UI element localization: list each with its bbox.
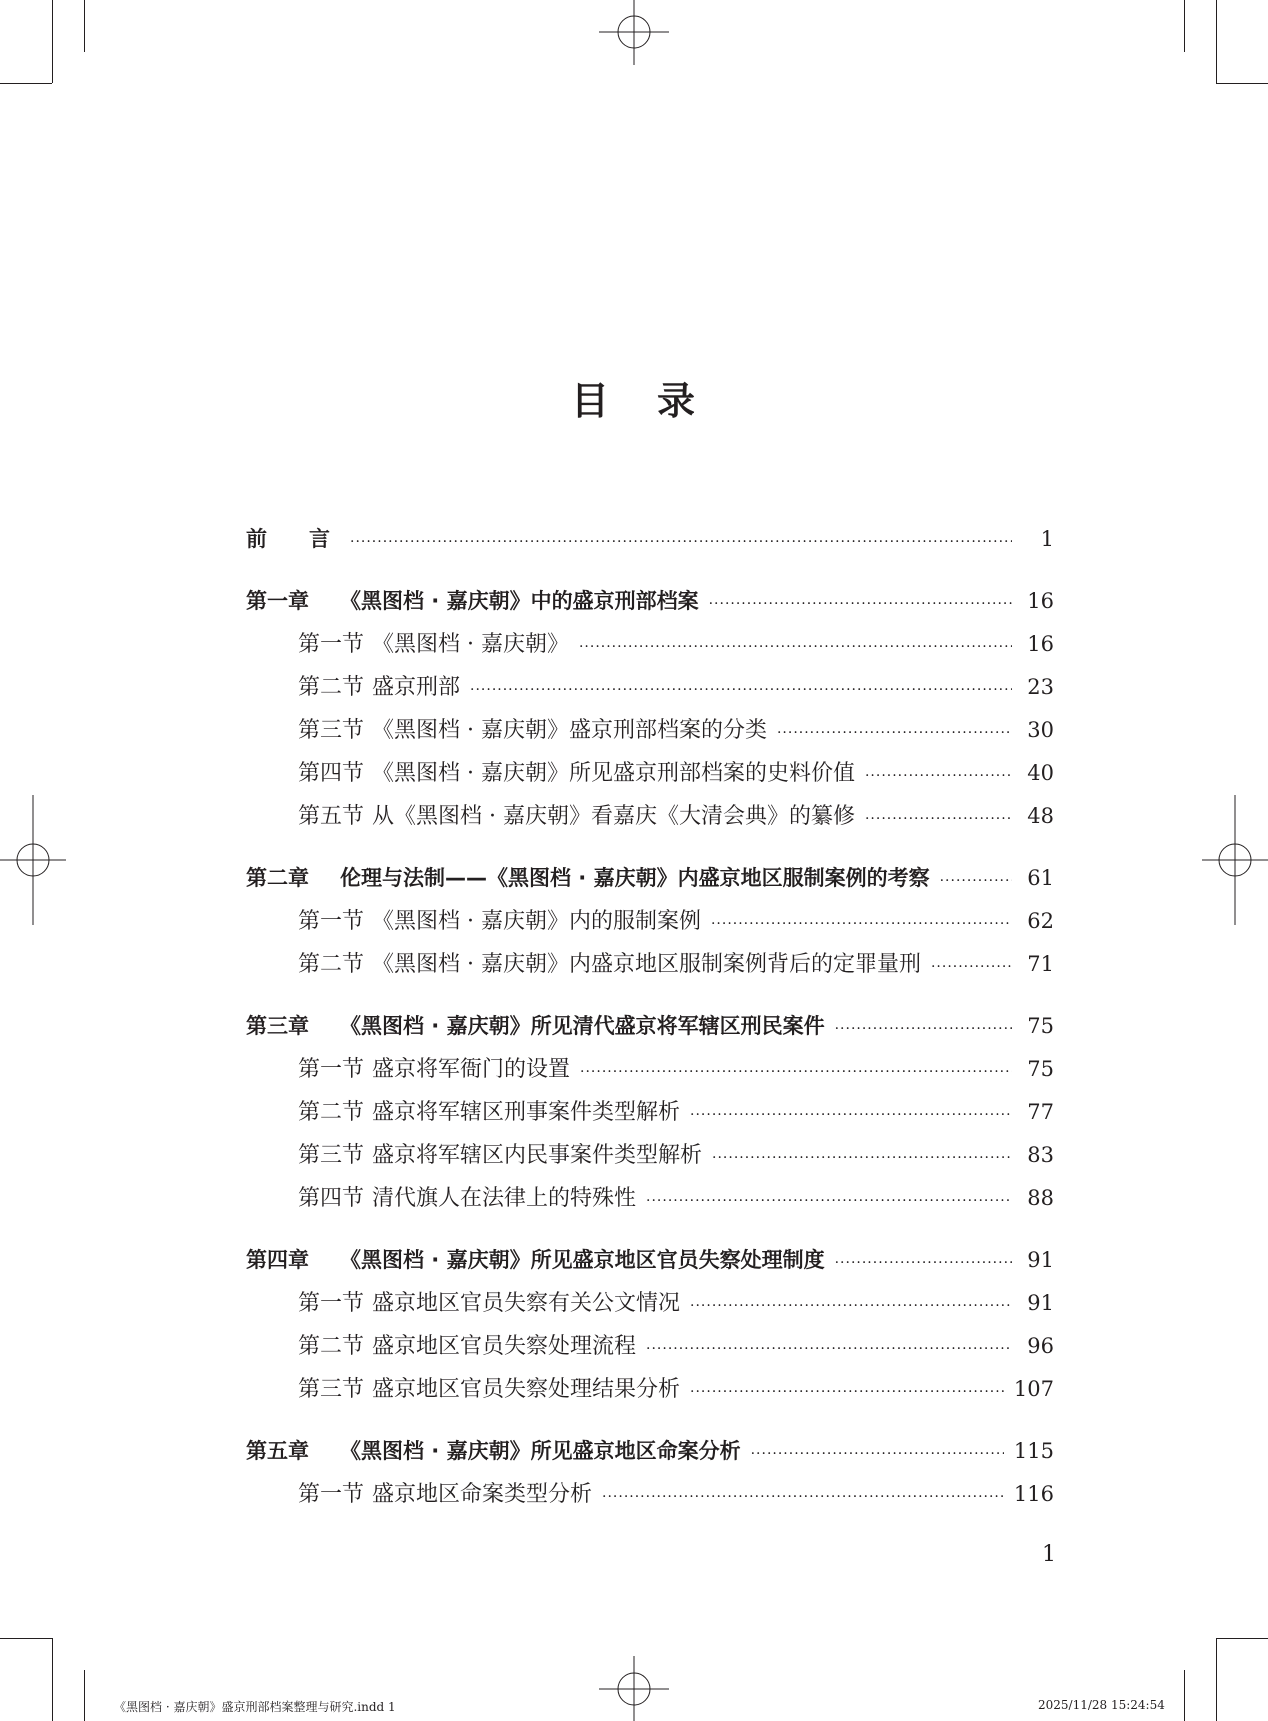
toc-entry-title: 伦理与法制——《黑图档 · 嘉庆朝》内盛京地区服制案例的考察 bbox=[340, 866, 930, 890]
toc-section-entry[interactable] bbox=[246, 1091, 1054, 1134]
toc-entry-page: 16 bbox=[1027, 632, 1054, 656]
toc-entry-label bbox=[298, 795, 855, 838]
toc-section-entry[interactable] bbox=[246, 709, 1054, 752]
toc-section-entry[interactable] bbox=[246, 666, 1054, 709]
toc-entry-label bbox=[246, 580, 699, 623]
dot-leader bbox=[835, 1008, 1012, 1051]
toc-chapter-entry[interactable] bbox=[246, 1239, 1054, 1282]
toc-entry-number: 第五章 bbox=[246, 1439, 309, 1463]
dot-leader bbox=[602, 1476, 1004, 1519]
toc-entry-page: 62 bbox=[1027, 909, 1054, 933]
toc-entry-page: 16 bbox=[1027, 589, 1054, 613]
toc-entry-title: 《黑图档 · 嘉庆朝》所见盛京地区命案分析 bbox=[340, 1439, 741, 1463]
page-title-right: 录 bbox=[657, 379, 698, 423]
toc-entry-title: 《黑图档 · 嘉庆朝》盛京刑部档案的分类 bbox=[372, 718, 767, 743]
toc-entry-label bbox=[246, 857, 930, 900]
toc-section-entry[interactable] bbox=[246, 1177, 1054, 1220]
toc-entry-number: 第一节 bbox=[298, 909, 365, 934]
toc-entry-number: 第三章 bbox=[246, 1014, 309, 1038]
dot-leader bbox=[940, 860, 1012, 903]
toc-entry-page: 40 bbox=[1027, 761, 1054, 785]
registration-mark-left bbox=[0, 795, 66, 925]
toc-entry-page: 48 bbox=[1027, 804, 1054, 828]
toc-chapter-entry[interactable] bbox=[246, 1005, 1054, 1048]
dot-leader bbox=[931, 946, 1012, 989]
toc-entry-title: 《黑图档 · 嘉庆朝》所见盛京刑部档案的史料价值 bbox=[372, 761, 855, 786]
crop-mark bbox=[0, 1638, 52, 1639]
page-title bbox=[0, 370, 1268, 425]
toc-section-entry[interactable] bbox=[246, 752, 1054, 795]
dot-leader bbox=[711, 903, 1012, 946]
crop-mark bbox=[1216, 0, 1217, 83]
toc-entry-title: 《黑图档 · 嘉庆朝》中的盛京刑部档案 bbox=[340, 589, 699, 613]
registration-mark-right bbox=[1202, 795, 1268, 925]
toc-entry-number: 第一节 bbox=[298, 1057, 365, 1082]
toc-entry-title: 从《黑图档 · 嘉庆朝》看嘉庆《大清会典》的纂修 bbox=[372, 804, 855, 829]
toc-entry-title: 《黑图档 · 嘉庆朝》内的服制案例 bbox=[372, 909, 701, 934]
toc-entry-page: 116 bbox=[1013, 1482, 1054, 1506]
crop-mark bbox=[1216, 83, 1268, 84]
toc-entry-title: 盛京将军辖区内民事案件类型解析 bbox=[372, 1143, 703, 1168]
toc-entry-page: 115 bbox=[1013, 1439, 1054, 1463]
toc-entry-number: 第四节 bbox=[298, 1186, 365, 1211]
toc-entry-label bbox=[246, 1005, 825, 1048]
crop-mark bbox=[1216, 1638, 1268, 1639]
toc-entry-label bbox=[298, 1091, 680, 1134]
toc-entry-page: 23 bbox=[1027, 675, 1054, 699]
registration-mark-top bbox=[599, 0, 669, 65]
toc-entry-label bbox=[298, 752, 855, 795]
toc-entry-number: 前 言 bbox=[246, 527, 330, 551]
toc-entry-title: 《黑图档 · 嘉庆朝》 bbox=[372, 632, 569, 657]
dot-leader bbox=[646, 1180, 1012, 1223]
toc-entry-page: 77 bbox=[1027, 1100, 1054, 1124]
toc-entry-title: 清代旗人在法律上的特殊性 bbox=[372, 1186, 637, 1211]
toc-entry-page: 61 bbox=[1027, 866, 1054, 890]
toc-section-entry[interactable] bbox=[246, 943, 1054, 986]
dot-leader bbox=[865, 755, 1012, 798]
toc-entry-label bbox=[298, 943, 921, 986]
dot-leader bbox=[835, 1242, 1012, 1285]
toc-entry-number: 第三节 bbox=[298, 1377, 365, 1402]
toc-entry-label bbox=[246, 518, 340, 561]
toc-entry-label bbox=[298, 623, 569, 666]
toc-entry-number: 第一节 bbox=[298, 1291, 365, 1316]
toc-chapter-entry[interactable] bbox=[246, 518, 1054, 561]
toc-entry-title: 盛京地区官员失察处理流程 bbox=[372, 1334, 637, 1359]
toc-entry-label bbox=[298, 1134, 702, 1177]
toc-entry-page: 1 bbox=[1040, 527, 1054, 551]
registration-mark-bottom bbox=[599, 1656, 669, 1721]
toc-section-entry[interactable] bbox=[246, 1134, 1054, 1177]
crop-mark bbox=[0, 83, 52, 84]
dot-leader bbox=[709, 583, 1012, 626]
crop-mark bbox=[1216, 1638, 1217, 1721]
toc-entry-title: 盛京将军衙门的设置 bbox=[372, 1057, 571, 1082]
page-title-left: 目 bbox=[570, 379, 611, 423]
toc-section-entry[interactable] bbox=[246, 1282, 1054, 1325]
toc-entry-number: 第一节 bbox=[298, 632, 365, 657]
dot-leader bbox=[751, 1433, 1004, 1476]
table-of-contents bbox=[246, 518, 1054, 1516]
dot-leader bbox=[690, 1371, 1004, 1414]
crop-mark bbox=[1184, 0, 1185, 52]
toc-entry-number: 第三节 bbox=[298, 1143, 365, 1168]
toc-entry-page: 75 bbox=[1027, 1057, 1054, 1081]
toc-entry-number: 第二节 bbox=[298, 1334, 365, 1359]
dot-leader bbox=[712, 1137, 1012, 1180]
crop-mark bbox=[52, 1638, 53, 1721]
toc-section-entry[interactable] bbox=[246, 1325, 1054, 1368]
toc-section-entry[interactable] bbox=[246, 795, 1054, 838]
toc-entry-page: 96 bbox=[1027, 1334, 1054, 1358]
crop-mark bbox=[84, 0, 85, 52]
toc-section-entry[interactable] bbox=[246, 900, 1054, 943]
toc-section-entry[interactable] bbox=[246, 1473, 1054, 1516]
toc-entry-label bbox=[298, 1473, 592, 1516]
toc-entry-page: 83 bbox=[1027, 1143, 1054, 1167]
toc-entry-number: 第三节 bbox=[298, 718, 365, 743]
toc-entry-number: 第四节 bbox=[298, 761, 365, 786]
dot-leader bbox=[646, 1328, 1012, 1371]
toc-entry-number: 第二节 bbox=[298, 675, 365, 700]
toc-entry-title: 《黑图档 · 嘉庆朝》内盛京地区服制案例背后的定罪量刑 bbox=[372, 952, 921, 977]
toc-entry-page: 88 bbox=[1027, 1186, 1054, 1210]
toc-section-entry[interactable] bbox=[246, 1368, 1054, 1411]
dot-leader bbox=[777, 712, 1012, 755]
toc-entry-label bbox=[298, 709, 767, 752]
toc-entry-number: 第五节 bbox=[298, 804, 365, 829]
toc-entry-page: 71 bbox=[1027, 952, 1054, 976]
toc-entry-number: 第二节 bbox=[298, 952, 365, 977]
toc-entry-label bbox=[298, 666, 460, 709]
footer-filename: 《黑图档 · 嘉庆朝》盛京刑部档案整理与研究.indd 1 bbox=[114, 1700, 396, 1714]
dot-leader bbox=[350, 521, 1012, 564]
dot-leader bbox=[690, 1094, 1012, 1137]
footer-timestamp: 2025/11/28 15:24:54 bbox=[1038, 1698, 1165, 1712]
crop-mark bbox=[52, 0, 53, 83]
toc-chapter-entry[interactable] bbox=[246, 1430, 1054, 1473]
toc-entry-title: 盛京刑部 bbox=[372, 675, 461, 700]
toc-entry-number: 第四章 bbox=[246, 1248, 309, 1272]
toc-entry-label bbox=[246, 1430, 741, 1473]
dot-leader bbox=[579, 626, 1012, 669]
toc-entry-number: 第一节 bbox=[298, 1482, 365, 1507]
toc-entry-title: 盛京将军辖区刑事案件类型解析 bbox=[372, 1100, 681, 1125]
toc-entry-title: 盛京地区命案类型分析 bbox=[372, 1482, 593, 1507]
toc-entry-number: 第二章 bbox=[246, 866, 309, 890]
toc-entry-label bbox=[298, 1282, 680, 1325]
toc-entry-title: 《黑图档 · 嘉庆朝》所见盛京地区官员失察处理制度 bbox=[340, 1248, 825, 1272]
crop-mark bbox=[84, 1670, 85, 1721]
toc-entry-page: 91 bbox=[1027, 1248, 1054, 1272]
toc-entry-page: 75 bbox=[1027, 1014, 1054, 1038]
crop-mark bbox=[1184, 1670, 1185, 1721]
toc-entry-label bbox=[246, 1239, 825, 1282]
toc-entry-title: 《黑图档 · 嘉庆朝》所见清代盛京将军辖区刑民案件 bbox=[340, 1014, 825, 1038]
toc-entry-title: 盛京地区官员失察处理结果分析 bbox=[372, 1377, 681, 1402]
toc-entry-page: 30 bbox=[1027, 718, 1054, 742]
dot-leader bbox=[690, 1285, 1012, 1328]
toc-entry-number: 第二节 bbox=[298, 1100, 365, 1125]
toc-entry-label bbox=[298, 1368, 680, 1411]
dot-leader bbox=[865, 798, 1012, 841]
toc-chapter-entry[interactable] bbox=[246, 857, 1054, 900]
dot-leader bbox=[470, 669, 1012, 712]
toc-entry-label bbox=[298, 1325, 636, 1368]
dot-leader bbox=[580, 1051, 1012, 1094]
toc-entry-label bbox=[298, 900, 701, 943]
toc-entry-label bbox=[298, 1177, 636, 1220]
toc-section-entry[interactable] bbox=[246, 623, 1054, 666]
toc-entry-number: 第一章 bbox=[246, 589, 309, 613]
toc-entry-title: 盛京地区官员失察有关公文情况 bbox=[372, 1291, 681, 1316]
toc-chapter-entry[interactable] bbox=[246, 580, 1054, 623]
toc-section-entry[interactable] bbox=[246, 1048, 1054, 1091]
toc-entry-label bbox=[298, 1048, 570, 1091]
toc-entry-page: 91 bbox=[1027, 1291, 1054, 1315]
toc-entry-page: 107 bbox=[1013, 1377, 1054, 1401]
page-number: 1 bbox=[1042, 1542, 1056, 1567]
